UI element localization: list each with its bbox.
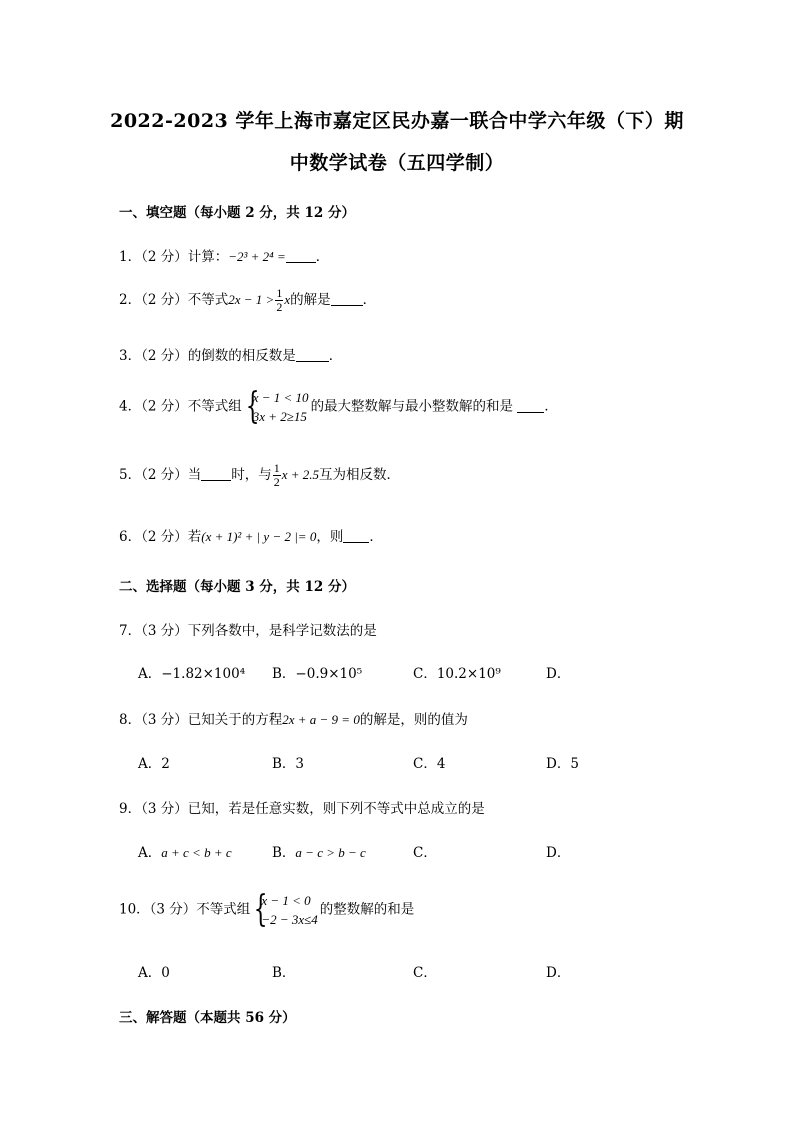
q2-prefix: 2．（2 分）不等式: [119, 292, 229, 308]
q6-mid: ，则: [316, 529, 344, 545]
q2-suffix: 的解是: [290, 292, 331, 308]
question-4: [119, 388, 558, 426]
left-brace-icon: {: [245, 386, 260, 427]
title-line-2: 中数学试卷（五四学制）: [289, 152, 505, 174]
q2-expr-left: 2x − 1 >: [228, 292, 275, 307]
q5-fraction: [273, 462, 281, 489]
q7-option-c: C．10.2×10⁹: [413, 666, 501, 682]
answer-blank: [296, 349, 329, 362]
q9-option-c: C．: [413, 845, 437, 861]
q4-end: ．: [544, 398, 558, 415]
q9-option-a-expr: a + c < b + c: [161, 845, 232, 860]
q7-option-a: A．−1.82×100⁴: [138, 666, 246, 682]
q10-row-2: −2 − 3x≤4: [261, 912, 318, 927]
q5-suffix: 互为相反数．: [319, 467, 401, 483]
q8-expr: 2x + a − 9 = 0: [282, 712, 360, 727]
title-line-1: 2022-2023 学年上海市嘉定区民办嘉一联合中学六年级（下）期: [110, 110, 684, 132]
q1-suffix: ．: [315, 249, 330, 265]
section-heading-solve: 三、解答题（本题共 56 分）: [119, 1010, 296, 1026]
q10-option-b: B．: [272, 965, 296, 981]
question-6: [119, 525, 383, 545]
question-2: [119, 287, 376, 314]
q9-option-d: D．: [546, 845, 571, 861]
q10-inequality-system: [252, 891, 317, 929]
q8-option-a: A．2: [138, 756, 170, 772]
question-5: [119, 462, 400, 489]
q7-option-b: B．−0.9×10⁵: [272, 666, 363, 682]
option-label: A．: [138, 845, 162, 861]
q2-fraction: [275, 287, 283, 314]
fraction-numerator: 1: [273, 461, 280, 475]
fraction-numerator: 1: [276, 286, 283, 300]
question-10: [119, 891, 414, 929]
q8-option-c: C．4: [413, 756, 446, 772]
answer-blank: [331, 293, 363, 306]
q4-row-2: 3x + 2≥15: [252, 409, 307, 424]
option-label: B．: [272, 845, 296, 861]
q3-end: ．: [328, 348, 343, 364]
section-heading-choice: 二、选择题（每小题 3 分，共 12 分）: [119, 579, 355, 595]
answer-blank: [343, 530, 369, 543]
q10-option-d: D．: [546, 965, 571, 981]
q6-end: ．: [369, 529, 383, 545]
q8-prefix: 8．（3 分）已知关于的方程: [119, 712, 283, 728]
question-1: [119, 245, 329, 265]
q6-prefix: 6．（2 分）若: [119, 529, 202, 545]
fraction-denominator: 2: [276, 300, 283, 314]
q9-option-b: [272, 841, 366, 861]
q9-option-a: [138, 841, 232, 861]
q10-row-1: x − 1 < 0: [261, 893, 311, 908]
section-heading-fill-blank: 一、填空题（每小题 2 分，共 12 分）: [119, 205, 355, 221]
q4-row-1: x − 1 < 10: [252, 390, 309, 405]
fraction-denominator: 2: [273, 475, 280, 489]
answer-blank: [517, 400, 544, 413]
q8-option-d: D．5: [546, 756, 579, 772]
q5-expr: x + 2.5: [281, 467, 320, 482]
q7-option-d: D．: [546, 666, 571, 682]
question-9: 9．（3 分）已知，若是任意实数，则下列不等式中总成立的是: [119, 801, 485, 817]
q10-option-a: A．0: [138, 965, 170, 981]
q4-suffix: 的最大整数解与最小整数解的和是: [310, 398, 514, 415]
q2-end: ．: [362, 292, 377, 308]
q5-mid: 时，与: [231, 467, 272, 483]
q9-option-b-expr: a − c > b − c: [295, 845, 366, 860]
q10-prefix: 10．（3 分）不等式组: [119, 901, 251, 918]
left-brace-icon: {: [254, 889, 268, 930]
q10-suffix: 的整数解的和是: [319, 901, 415, 918]
q4-prefix: 4．（2 分）不等式组: [119, 398, 242, 415]
q1-expr: −2³ + 2⁴ =: [228, 249, 286, 264]
q5-prefix: 5．（2 分）当: [119, 467, 202, 483]
answer-blank: [201, 468, 231, 481]
q4-inequality-system: [244, 388, 309, 426]
answer-blank: [286, 250, 316, 263]
question-8: [119, 708, 468, 728]
q2-expr-right: x: [284, 292, 291, 307]
q10-option-c: C．: [413, 965, 437, 981]
q1-prefix: 1．（2 分）计算：: [119, 249, 229, 265]
q3-text: 3．（2 分）的倒数的相反数是: [119, 348, 296, 364]
q6-expr: (x + 1)² + | y − 2 |= 0: [201, 529, 317, 544]
q8-suffix: 的解是，则的值为: [359, 712, 468, 728]
question-3: [119, 344, 342, 364]
q8-option-b: B．3: [272, 756, 305, 772]
question-7: 7．（3 分）下列各数中，是科学记数法的是: [119, 623, 377, 639]
